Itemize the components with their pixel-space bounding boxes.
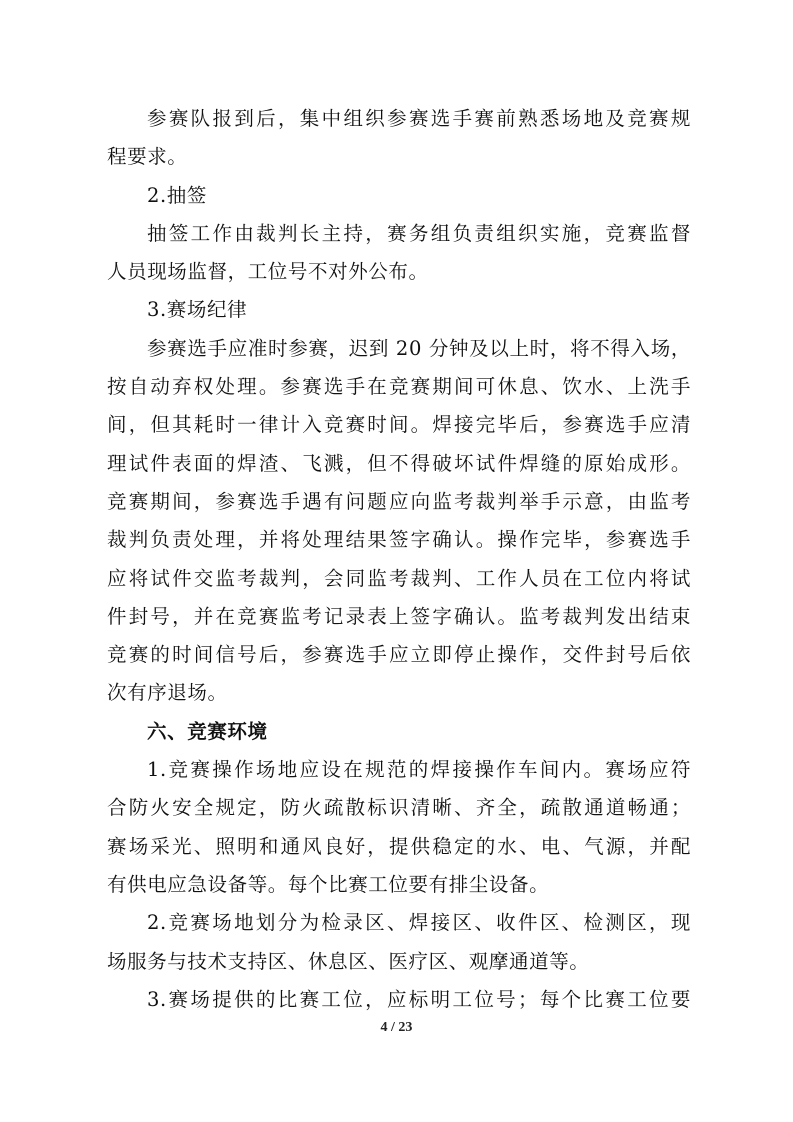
paragraph-line: 人员现场监督，工位号不对外公布。 (107, 260, 429, 284)
paragraph-line: 理试件表面的焊渣、飞溅，但不得破坏试件焊缝的原始成形。 (107, 451, 691, 475)
body-text (107, 100, 691, 1019)
paragraph-line: 有供电应急设备等。每个比赛工位要有排尘设备。 (107, 872, 550, 896)
paragraph-line: 合防火安全规定，防火疏散标识清晰、齐全，疏散通道畅通； (107, 796, 691, 820)
paragraph-line: 赛场采光、照明和通风良好，提供稳定的水、电、气源，并配 (107, 834, 691, 858)
paragraph-line: 竞赛期间，参赛选手遇有问题应向监考裁判举手示意，由监考 (107, 489, 691, 513)
paragraph-line: 件封号，并在竞赛监考记录表上签字确认。监考裁判发出结束 (107, 604, 691, 628)
section-subheading: 2.抽签 (147, 183, 208, 207)
section-subheading: 3.赛场纪律 (147, 298, 248, 322)
paragraph-line: 场服务与技术支持区、休息区、医疗区、观摩通道等。 (107, 949, 590, 973)
paragraph-line: 应将试件交监考裁判，会同监考裁判、工作人员在工位内将试 (107, 566, 691, 590)
page-number: 4 / 23 (380, 1020, 413, 1035)
paragraph-line: 次有序退场。 (107, 681, 228, 705)
paragraph-line: 参赛选手应准时参赛，迟到 20 分钟及以上时，将不得入场， (147, 336, 691, 360)
paragraph-line: 3.赛场提供的比赛工位，应标明工位号；每个比赛工位要 (147, 987, 691, 1011)
paragraph-line: 2.竞赛场地划分为检录区、焊接区、收件区、检测区，现 (147, 911, 691, 935)
section-heading: 六、竞赛环境 (147, 719, 268, 743)
paragraph-line: 间，但其耗时一律计入竞赛时间。焊接完毕后，参赛选手应清 (107, 413, 691, 437)
paragraph-line: 竞赛的时间信号后，参赛选手应立即停止操作，交件封号后依 (107, 643, 691, 667)
paragraph-line: 按自动弃权处理。参赛选手在竞赛期间可休息、饮水、上洗手 (107, 375, 691, 399)
paragraph-line: 1.竞赛操作场地应设在规范的焊接操作车间内。赛场应符 (147, 758, 691, 782)
paragraph-line: 抽签工作由裁判长主持，赛务组负责组织实施，竞赛监督 (147, 221, 691, 245)
paragraph-line: 参赛队报到后，集中组织参赛选手赛前熟悉场地及竞赛规 (147, 107, 691, 130)
paragraph-line: 程要求。 (107, 145, 188, 169)
paragraph-line: 裁判负责处理，并将处理结果签字确认。操作完毕，参赛选手 (107, 528, 691, 552)
